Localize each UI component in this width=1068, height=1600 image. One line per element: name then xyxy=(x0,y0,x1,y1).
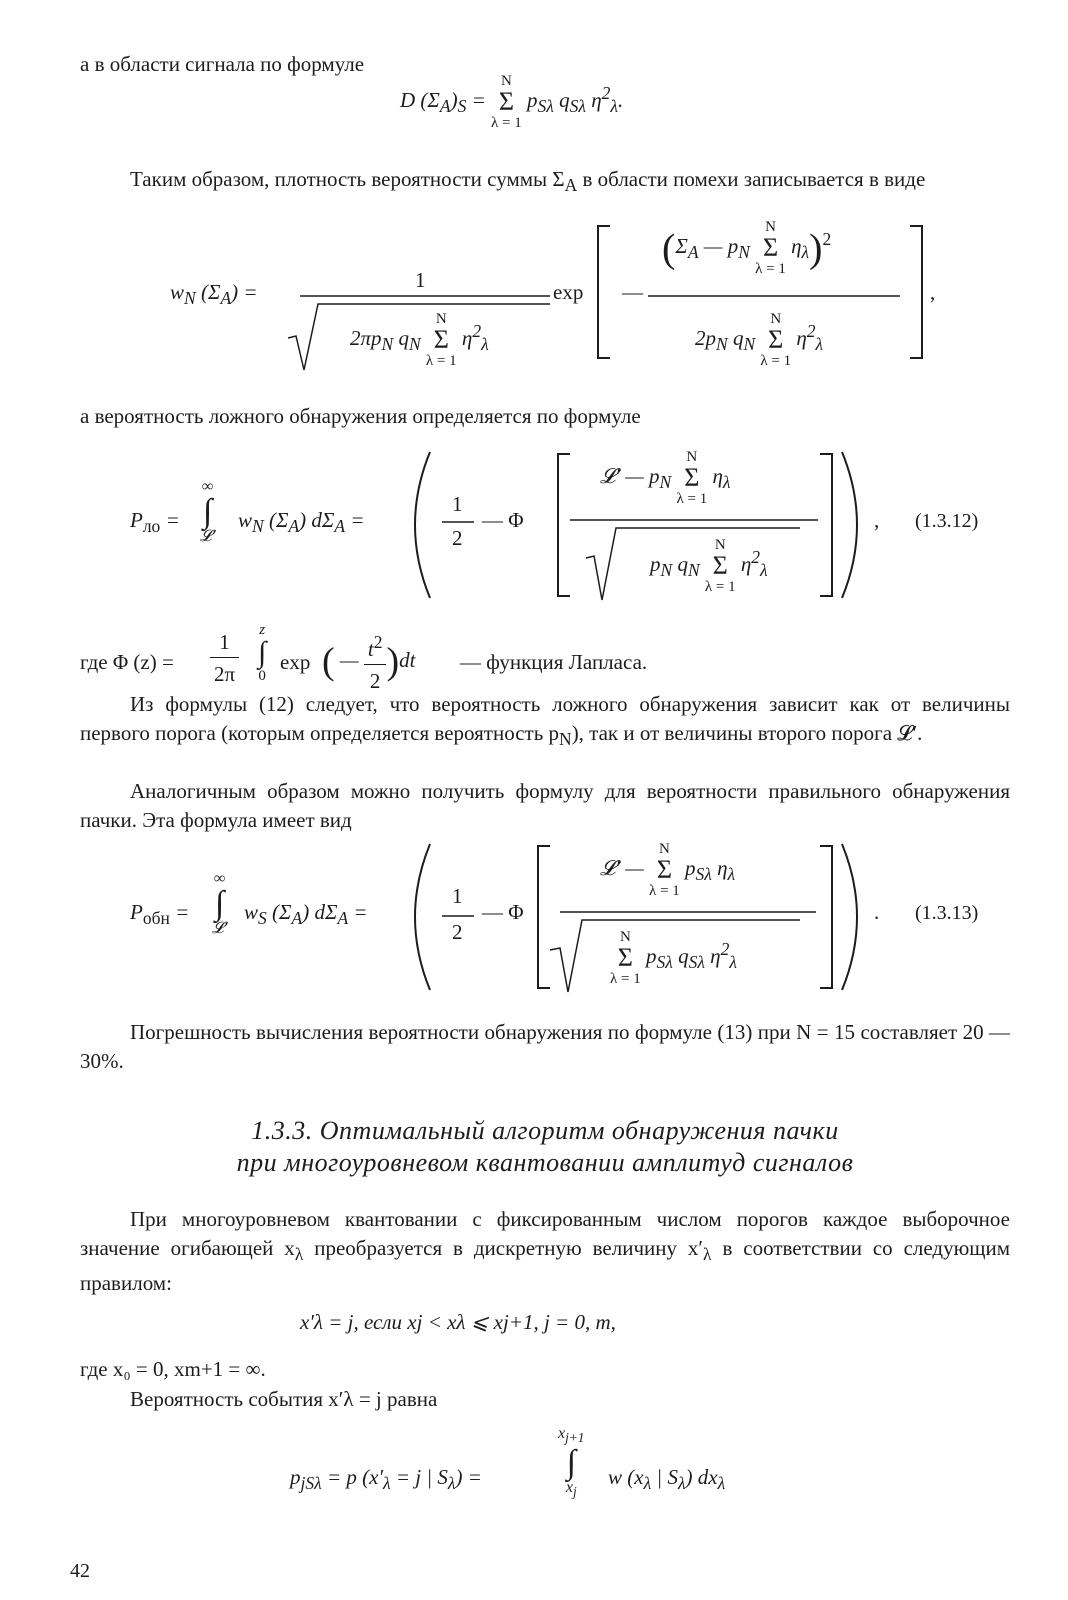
equation-quantization-rule: x′λ = j, если xj < xλ ⩽ xj+1, j = 0, m, xyxy=(300,1310,616,1334)
equation-level-probability: $p_{jS\lambda} = p$ ($x'_\lambda = j$ | $S_\lambda$) = $x_{j+1}$ ∫ $x_j$ w ($x_\lambda$ | $S_\lambda$) $dx_\lambda$ xyxy=(290,1425,726,1500)
paragraph-threshold-dependence: Из формулы (12) следует, что вероятность ложного обнаружения зависит как от величины первого порога (которым определяется вероятность $p_N$), так и от величины второго порога 𝓛′. xyxy=(80,692,1010,750)
equation-correct-detection: $P_{обн}$ = ∞ ∫ 𝓛′ $w_S$ $(\Sigma_A) d\Sigma_A$ = 1 2 — Φ 𝓛′ — N Σ λ = 1 $p_{S\lambda}$ $\eta_\lambda$ N Σ λ = 1 $p_{S\lambda}$ $q_{S\lambda}$ $\eta^2_\lambda$ . (1.3.13) xyxy=(130,832,1030,1002)
paragraph-laplace-function: где Φ (z) = $\frac{1}{2\pi}$ z ∫ 0 exp ( — $\frac{t^2}{2}$ )dt — функция Лапласа. xyxy=(80,628,1010,688)
equation-number-1-3-13: (1.3.13) xyxy=(915,902,979,924)
paragraph-error-estimate: Погрешность вычисления вероятности обнаружения по формуле (13) при N = 15 составляет 20 — 30%. xyxy=(80,1020,1010,1073)
paragraph-multilevel-quantization: При многоуровневом квантовании с фиксированным числом порогов каждое выборочное значение огибающей $x_\lambda$ преобразуется в дискретную величину $x'_\lambda$ в соответствии со следующим правилом: xyxy=(80,1207,1011,1296)
section-heading-line-2: при многоуровневом квантовании амплитуд сигналов xyxy=(236,1148,854,1177)
paragraph-correct-detection: Аналогичным образом можно получить формулу для вероятности правильного обнаружения пачки. Эта формула имеет вид xyxy=(80,779,1010,832)
section-heading xyxy=(80,1115,1010,1179)
equation-variance-signal: D $(\Sigma_A)_S$ = N Σ λ = 1 $p_{S\lambda}$ $q_{S\lambda}$ $\eta^2_\lambda$. xyxy=(400,73,624,131)
section-heading-line-1: 1.3.3. Оптимальный алгоритм обнаружения пачки xyxy=(251,1116,839,1145)
paragraph-signal-intro: а в области сигнала по формуле xyxy=(80,52,365,76)
paragraph-event-probability: Вероятность события x′λ = j равна xyxy=(130,1387,438,1411)
paragraph-false-detection: а вероятность ложного обнаружения определяется по формуле xyxy=(80,404,641,428)
equation-number-1-3-12: (1.3.12) xyxy=(915,510,979,532)
equation-noise-density: $w_N$ $(\Sigma_A)$ = 1 $2\pi p_N$ $q_N$ N Σ λ = 1 $\eta^2_\lambda$ exp — ($\Sigma_A$ — $p_N$ N Σ λ = 1 $\eta_\lambda)^2$ $2p_N$ $q_N$ N Σ λ = 1 $\eta^2_\lambda$ , xyxy=(170,218,970,378)
equation-false-alarm: $P_{ло}$ = ∞ ∫ 𝓛′ $w_N$ $(\Sigma_A) d\Sigma_A$ = 1 2 — Φ 𝓛′ — $p_N$ N Σ λ = 1 $\eta_\lambda$ $p_N$ $q_N$ N Σ λ = 1 $\eta^2_\lambda$ , (1.3.12) xyxy=(130,440,1030,610)
page-number: 42 xyxy=(70,1560,90,1582)
paragraph-boundary-values: где x₀ = 0, xm+1 = ∞. xyxy=(80,1357,266,1381)
paragraph-noise-density: Таким образом, плотность вероятности суммы $\Sigma_A$ в области помехи записывается в виде xyxy=(130,167,926,196)
